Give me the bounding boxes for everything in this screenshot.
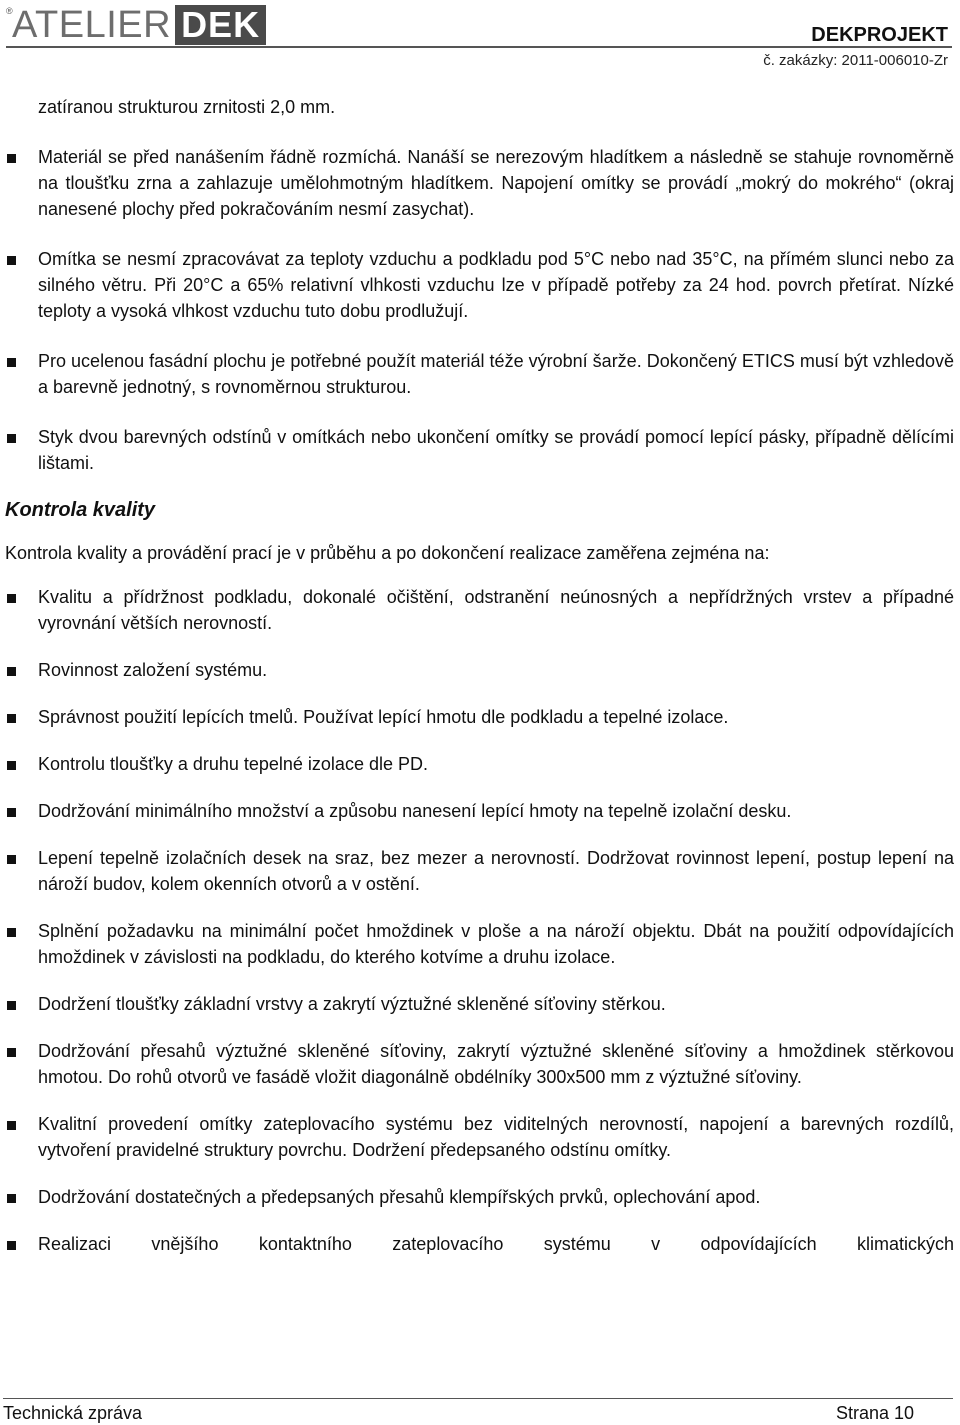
list-item-text: Dodržování přesahů výztužné skleněné síťoviny, zakrytí výztužné skleněné síťoviny a hmoždinek stěrkovou hmotou. Do rohů otvorů ve fasádě vložit diagonálně obdélníky 300x500 mm z výztužné síťoviny. <box>38 1041 954 1087</box>
page-header <box>0 0 960 75</box>
list-item <box>0 348 960 400</box>
list-item-text: Styk dvou barevných odstínů v omítkách nebo ukončení omítky se provádí pomocí lepící pásky, případně dělícími lištami. <box>38 427 954 473</box>
list-item <box>0 704 960 730</box>
list-item-text: Dodržování minimálního množství a způsobu nanesení lepící hmoty na tepelně izolační desku. <box>38 801 792 821</box>
list-item <box>0 991 960 1017</box>
section-intro: Kontrola kvality a provádění prací je v průběhu a po dokončení realizace zaměřena zejména na: <box>5 543 770 563</box>
bullet-icon <box>7 1121 16 1130</box>
atelier-dek-logo <box>6 5 266 45</box>
document-body <box>0 90 960 1257</box>
list-item-text: Kontrolu tloušťky a druhu tepelné izolace dle PD. <box>38 754 428 774</box>
list-item <box>0 1038 960 1090</box>
company-name: DEKPROJEKT <box>811 24 948 46</box>
page-number: Strana 10 <box>835 1403 914 1423</box>
list-item-text: Realizaci vnějšího kontaktního zateplovacího systému v odpovídajících klimatických <box>38 1234 954 1254</box>
list-item <box>0 798 960 824</box>
bullet-icon <box>7 1001 16 1010</box>
list-item-text: Kvalitní provedení omítky zateplovacího systému bez viditelných nerovností, napojení a barevných rozdílů, vytvoření pravidelné struktury povrchu. Dodržení předepsaného odstínu omítky. <box>38 1114 954 1160</box>
list-item-text: Pro ucelenou fasádní plochu je potřebné použít materiál téže výrobní šarže. Dokončený ETICS musí být vzhledově a barevně jednotný, s rovnoměrnou strukturou. <box>38 351 954 397</box>
list-item <box>0 144 960 222</box>
list-item-text: Splnění požadavku na minimální počet hmoždinek v ploše a na nároží objektu. Dbát na použití odpovídajících hmoždinek v závislosti na podkladu, do kterého kotvíme a druhu izolace. <box>38 921 954 967</box>
list-item-text: Omítka se nesmí zpracovávat za teploty vzduchu a podkladu pod 5°C nebo nad 35°C, na přímém slunci nebo za silného větru. Při 20°C a 65% relativní vlhkosti vzduchu lze v případě potřeby za 24 hod. povrch přetírat. Nízké teploty a vysoká vlhkost vzduchu tuto dobu prodlužují. <box>38 249 954 321</box>
bullet-icon <box>7 1194 16 1203</box>
list-item <box>0 918 960 970</box>
list-item-text: Materiál se před nanášením řádně rozmíchá. Nanáší se nerezovým hladítkem a následně se stahuje rovnoměrně na tloušťku zrna a zahlazuje umělohmotným hladítkem. Napojení omítky se provádí „mokrý do mokrého“ (okraj nanesené plochy před pokračováním nesmí zasychat). <box>38 147 954 219</box>
header-divider <box>6 46 952 48</box>
section-title: Kontrola kvality <box>5 499 156 521</box>
list-item <box>0 751 960 777</box>
bullet-icon <box>7 358 16 367</box>
list-item <box>0 1231 960 1257</box>
continuation-text: zatíranou strukturou zrnitosti 2,0 mm. <box>38 97 336 117</box>
list-item-text: Správnost použití lepících tmelů. Používat lepící hmotu dle podkladu a tepelné izolace. <box>38 707 729 727</box>
list-item-text: Dodržování dostatečných a předepsaných přesahů klempířských prvků, oplechování apod. <box>38 1187 761 1207</box>
bullet-icon <box>7 154 16 163</box>
footer-divider <box>3 1398 953 1399</box>
list-item <box>0 424 960 476</box>
bullet-icon <box>7 256 16 265</box>
bullet-icon <box>7 808 16 817</box>
bullet-icon <box>7 761 16 770</box>
bullet-icon <box>7 1048 16 1057</box>
order-number: č. zakázky: 2011-006010-Zr <box>763 52 948 69</box>
page-footer <box>0 1392 960 1425</box>
bullet-icon <box>7 594 16 603</box>
bullet-icon <box>7 434 16 443</box>
list-item-text: Lepení tepelně izolačních desek na sraz, bez mezer a nerovností. Dodržovat rovinnost lepení, postup lepení na nároží budov, kolem okenních otvorů a v ostění. <box>38 848 954 894</box>
bullet-icon <box>7 1241 16 1250</box>
list-item <box>0 246 960 324</box>
registered-mark: ® <box>6 6 13 16</box>
list-item <box>0 1184 960 1210</box>
list-item <box>0 584 960 636</box>
list-item <box>0 1111 960 1163</box>
list-item <box>0 657 960 683</box>
footer-document-title: Technická zpráva <box>3 1403 143 1423</box>
bullet-icon <box>7 714 16 723</box>
list-item-text: Dodržení tloušťky základní vrstvy a zakrytí výztužné skleněné síťoviny stěrkou. <box>38 994 666 1014</box>
list-item-text: Kvalitu a přídržnost podkladu, dokonalé očištění, odstranění neúnosných a nepřídržných vrstev a případné vyrovnání větších nerovností. <box>38 587 954 633</box>
list-item-text: Rovinnost založení systému. <box>38 660 268 680</box>
list-item <box>0 845 960 897</box>
bullet-icon <box>7 928 16 937</box>
logo-text-atelier: ATELIER <box>12 4 172 46</box>
bullet-icon <box>7 855 16 864</box>
bullet-icon <box>7 667 16 676</box>
logo-text-dek: DEK <box>175 5 266 45</box>
